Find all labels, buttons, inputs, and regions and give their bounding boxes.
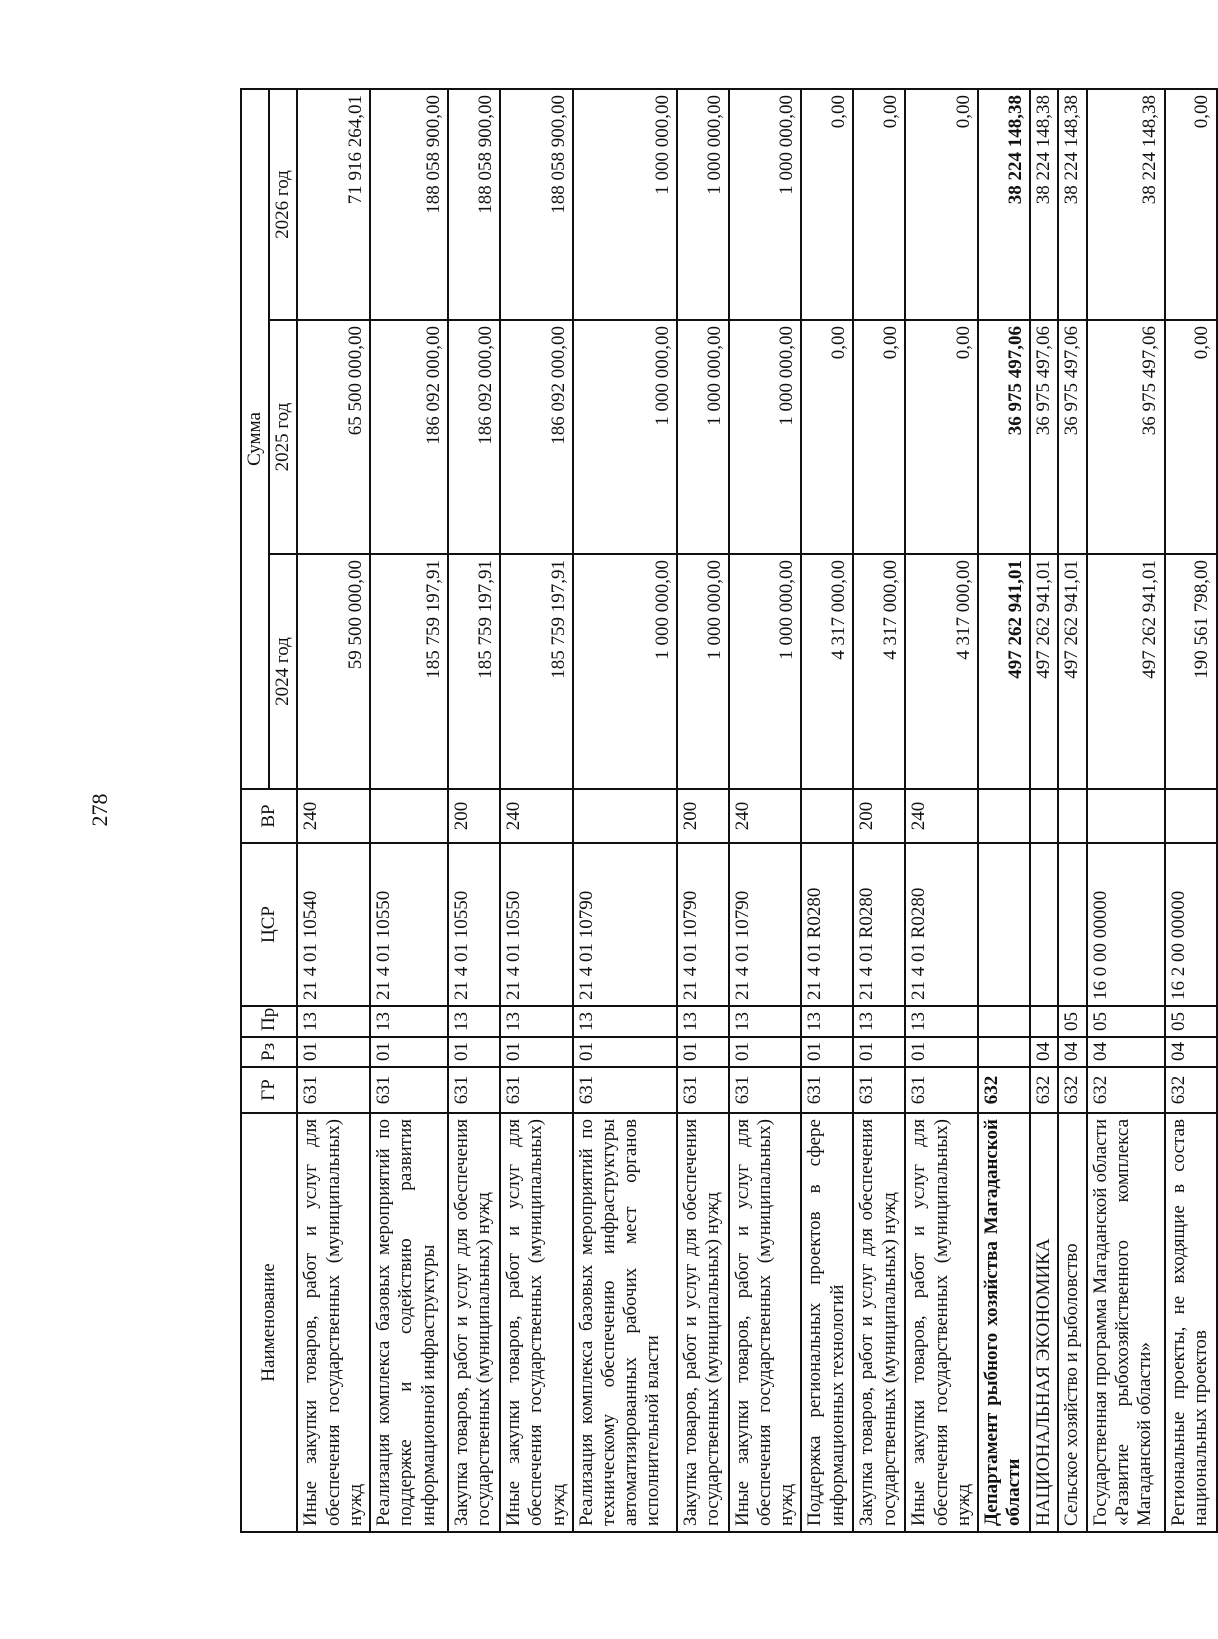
row-pr: 13 (573, 1006, 677, 1037)
row-gr: 632 (1030, 1067, 1058, 1113)
table-row (1165, 89, 1217, 1532)
row-csr: 21 4 01 10790 (573, 843, 677, 1006)
table-row (1058, 89, 1086, 1532)
row-gr: 631 (370, 1067, 448, 1113)
row-2026: 188 058 900,00 (500, 89, 573, 320)
header-gr: ГР (241, 1067, 297, 1113)
row-vr (573, 789, 677, 843)
row-gr: 631 (573, 1067, 677, 1113)
page-number: 278 (87, 793, 112, 827)
row-name: Иные закупки товаров, работ и услуг для обеспечения государственных (муниципальных) нужд (500, 1113, 573, 1532)
row-rz: 04 (1165, 1037, 1217, 1067)
row-csr: 21 4 01 R0280 (905, 843, 978, 1006)
row-pr: 13 (905, 1006, 978, 1037)
row-rz: 01 (370, 1037, 448, 1067)
row-name: НАЦИОНАЛЬНАЯ ЭКОНОМИКА (1030, 1113, 1058, 1532)
row-gr: 631 (729, 1067, 802, 1113)
row-2026: 71 916 264,01 (297, 89, 370, 320)
row-2024: 185 759 197,91 (370, 554, 448, 789)
row-vr: 240 (729, 789, 802, 843)
row-gr: 631 (677, 1067, 729, 1113)
row-rz: 01 (297, 1037, 370, 1067)
row-pr: 13 (448, 1006, 500, 1037)
row-2025: 0,00 (801, 320, 853, 554)
row-gr: 631 (448, 1067, 500, 1113)
header-2025: 2025 год (269, 320, 297, 554)
row-2026: 0,00 (853, 89, 905, 320)
row-name: Поддержка региональных проектов в сфере информационных технологий (801, 1113, 853, 1532)
row-2025: 36 975 497,06 (978, 320, 1030, 554)
row-2026: 1 000 000,00 (729, 89, 802, 320)
row-rz: 01 (801, 1037, 853, 1067)
row-pr: 13 (677, 1006, 729, 1037)
row-rz: 01 (448, 1037, 500, 1067)
row-pr: 13 (729, 1006, 802, 1037)
row-name: Реализация комплекса базовых мероприятий по техническому обеспечению инфраструктуры автоматизированных рабочих мест органов исполнительной власти (573, 1113, 677, 1532)
row-vr: 200 (448, 789, 500, 843)
row-2025: 186 092 000,00 (448, 320, 500, 554)
table-row (1030, 89, 1058, 1532)
header-2024: 2024 год (269, 554, 297, 789)
row-vr (1030, 789, 1058, 843)
table-row (297, 89, 370, 1532)
row-vr (801, 789, 853, 843)
row-2024: 185 759 197,91 (448, 554, 500, 789)
row-csr (978, 843, 1030, 1006)
row-vr (370, 789, 448, 843)
row-pr: 13 (370, 1006, 448, 1037)
row-csr: 21 4 01 10790 (677, 843, 729, 1006)
header-pr: Пр (241, 1006, 297, 1037)
row-name: Реализация комплекса базовых мероприятий по поддержке и содействию развития информационной инфраструктуры (370, 1113, 448, 1532)
row-2024: 190 561 798,00 (1165, 554, 1217, 789)
row-csr: 16 0 00 00000 (1087, 843, 1165, 1006)
row-csr: 21 4 01 R0280 (853, 843, 905, 1006)
row-gr: 631 (905, 1067, 978, 1113)
row-rz: 01 (677, 1037, 729, 1067)
row-2025: 0,00 (853, 320, 905, 554)
row-rz: 01 (853, 1037, 905, 1067)
row-vr: 200 (677, 789, 729, 843)
row-pr: 13 (801, 1006, 853, 1037)
row-2026: 38 224 148,38 (1087, 89, 1165, 320)
row-vr (1058, 789, 1086, 843)
row-2025: 0,00 (905, 320, 978, 554)
row-gr: 632 (1165, 1067, 1217, 1113)
row-2025: 0,00 (1165, 320, 1217, 554)
row-vr (1165, 789, 1217, 843)
row-pr: 13 (297, 1006, 370, 1037)
budget-table (240, 88, 1218, 1533)
table-row (370, 89, 448, 1532)
row-rz (978, 1037, 1030, 1067)
row-pr: 05 (1165, 1006, 1217, 1037)
budget-table-wrapper (240, 90, 1213, 1533)
table-row (573, 89, 677, 1532)
row-2026: 0,00 (801, 89, 853, 320)
row-2025: 36 975 497,06 (1087, 320, 1165, 554)
row-name: Государственная программа Магаданской области «Развитие рыбохозяйственного комплекса Магаданской области» (1087, 1113, 1165, 1532)
header-vr: ВР (241, 789, 297, 843)
header-name: Наименование (241, 1113, 297, 1532)
header-sum: Сумма (241, 89, 269, 789)
row-vr (978, 789, 1030, 843)
row-2024: 1 000 000,00 (573, 554, 677, 789)
table-row (978, 89, 1030, 1532)
row-2026: 188 058 900,00 (370, 89, 448, 320)
row-2024: 497 262 941,01 (1030, 554, 1058, 789)
table-row (1087, 89, 1165, 1532)
row-vr: 240 (500, 789, 573, 843)
row-rz: 01 (500, 1037, 573, 1067)
row-2024: 1 000 000,00 (677, 554, 729, 789)
row-csr: 21 4 01 10540 (297, 843, 370, 1006)
row-gr: 632 (1058, 1067, 1086, 1113)
row-vr: 240 (297, 789, 370, 843)
row-pr: 13 (853, 1006, 905, 1037)
row-gr: 631 (853, 1067, 905, 1113)
row-2024: 4 317 000,00 (853, 554, 905, 789)
row-2026: 38 224 148,38 (1030, 89, 1058, 320)
row-csr: 21 4 01 10790 (729, 843, 802, 1006)
row-rz: 04 (1058, 1037, 1086, 1067)
header-rz: Рз (241, 1037, 297, 1067)
table-row (729, 89, 802, 1532)
row-name: Закупка товаров, работ и услуг для обеспечения государственных (муниципальных) нужд (853, 1113, 905, 1532)
row-2024: 497 262 941,01 (1087, 554, 1165, 789)
row-pr (1030, 1006, 1058, 1037)
row-gr: 632 (1087, 1067, 1165, 1113)
row-2026: 1 000 000,00 (573, 89, 677, 320)
row-2024: 4 317 000,00 (905, 554, 978, 789)
row-2024: 497 262 941,01 (978, 554, 1030, 789)
row-csr: 16 2 00 00000 (1165, 843, 1217, 1006)
header-2026: 2026 год (269, 89, 297, 320)
header-csr: ЦСР (241, 843, 297, 1006)
row-name: Региональные проекты, не входящие в состав национальных проектов (1165, 1113, 1217, 1532)
table-row (500, 89, 573, 1532)
row-2024: 59 500 000,00 (297, 554, 370, 789)
row-name: Департамент рыбного хозяйства Магаданской области (978, 1113, 1030, 1532)
row-rz: 04 (1087, 1037, 1165, 1067)
row-2024: 4 317 000,00 (801, 554, 853, 789)
row-gr: 631 (500, 1067, 573, 1113)
row-2026: 1 000 000,00 (677, 89, 729, 320)
row-2025: 1 000 000,00 (729, 320, 802, 554)
row-name: Иные закупки товаров, работ и услуг для обеспечения государственных (муниципальных) нужд (905, 1113, 978, 1532)
row-pr (978, 1006, 1030, 1037)
row-pr: 05 (1087, 1006, 1165, 1037)
row-name: Иные закупки товаров, работ и услуг для обеспечения государственных (муниципальных) нужд (729, 1113, 802, 1532)
row-csr: 21 4 01 10550 (500, 843, 573, 1006)
row-gr: 632 (978, 1067, 1030, 1113)
table-row (448, 89, 500, 1532)
row-rz: 01 (729, 1037, 802, 1067)
table-row (677, 89, 729, 1532)
row-name: Иные закупки товаров, работ и услуг для обеспечения государственных (муниципальных) нужд (297, 1113, 370, 1532)
row-2026: 38 224 148,38 (1058, 89, 1086, 320)
row-2024: 1 000 000,00 (729, 554, 802, 789)
row-2025: 186 092 000,00 (370, 320, 448, 554)
row-vr: 240 (905, 789, 978, 843)
row-pr: 05 (1058, 1006, 1086, 1037)
row-2025: 36 975 497,06 (1030, 320, 1058, 554)
row-2024: 497 262 941,01 (1058, 554, 1086, 789)
row-gr: 631 (297, 1067, 370, 1113)
row-2026: 0,00 (905, 89, 978, 320)
row-gr: 631 (801, 1067, 853, 1113)
row-2025: 186 092 000,00 (500, 320, 573, 554)
row-csr (1030, 843, 1058, 1006)
row-2025: 36 975 497,06 (1058, 320, 1086, 554)
row-2026: 188 058 900,00 (448, 89, 500, 320)
row-rz: 01 (573, 1037, 677, 1067)
row-csr: 21 4 01 10550 (448, 843, 500, 1006)
row-name: Сельское хозяйство и рыболовство (1058, 1113, 1086, 1532)
row-2026: 0,00 (1165, 89, 1217, 320)
row-name: Закупка товаров, работ и услуг для обеспечения государственных (муниципальных) нужд (448, 1113, 500, 1532)
row-vr (1087, 789, 1165, 843)
row-2025: 1 000 000,00 (677, 320, 729, 554)
row-rz: 04 (1030, 1037, 1058, 1067)
row-rz: 01 (905, 1037, 978, 1067)
row-pr: 13 (500, 1006, 573, 1037)
table-row (905, 89, 978, 1532)
row-vr: 200 (853, 789, 905, 843)
row-csr: 21 4 01 R0280 (801, 843, 853, 1006)
row-csr: 21 4 01 10550 (370, 843, 448, 1006)
row-2025: 1 000 000,00 (573, 320, 677, 554)
table-row (801, 89, 853, 1532)
row-csr (1058, 843, 1086, 1006)
row-name: Закупка товаров, работ и услуг для обеспечения государственных (муниципальных) нужд (677, 1113, 729, 1532)
table-body (297, 89, 1216, 1532)
row-2024: 185 759 197,91 (500, 554, 573, 789)
row-2026: 38 224 148,38 (978, 89, 1030, 320)
table-row (853, 89, 905, 1532)
row-2025: 65 500 000,00 (297, 320, 370, 554)
